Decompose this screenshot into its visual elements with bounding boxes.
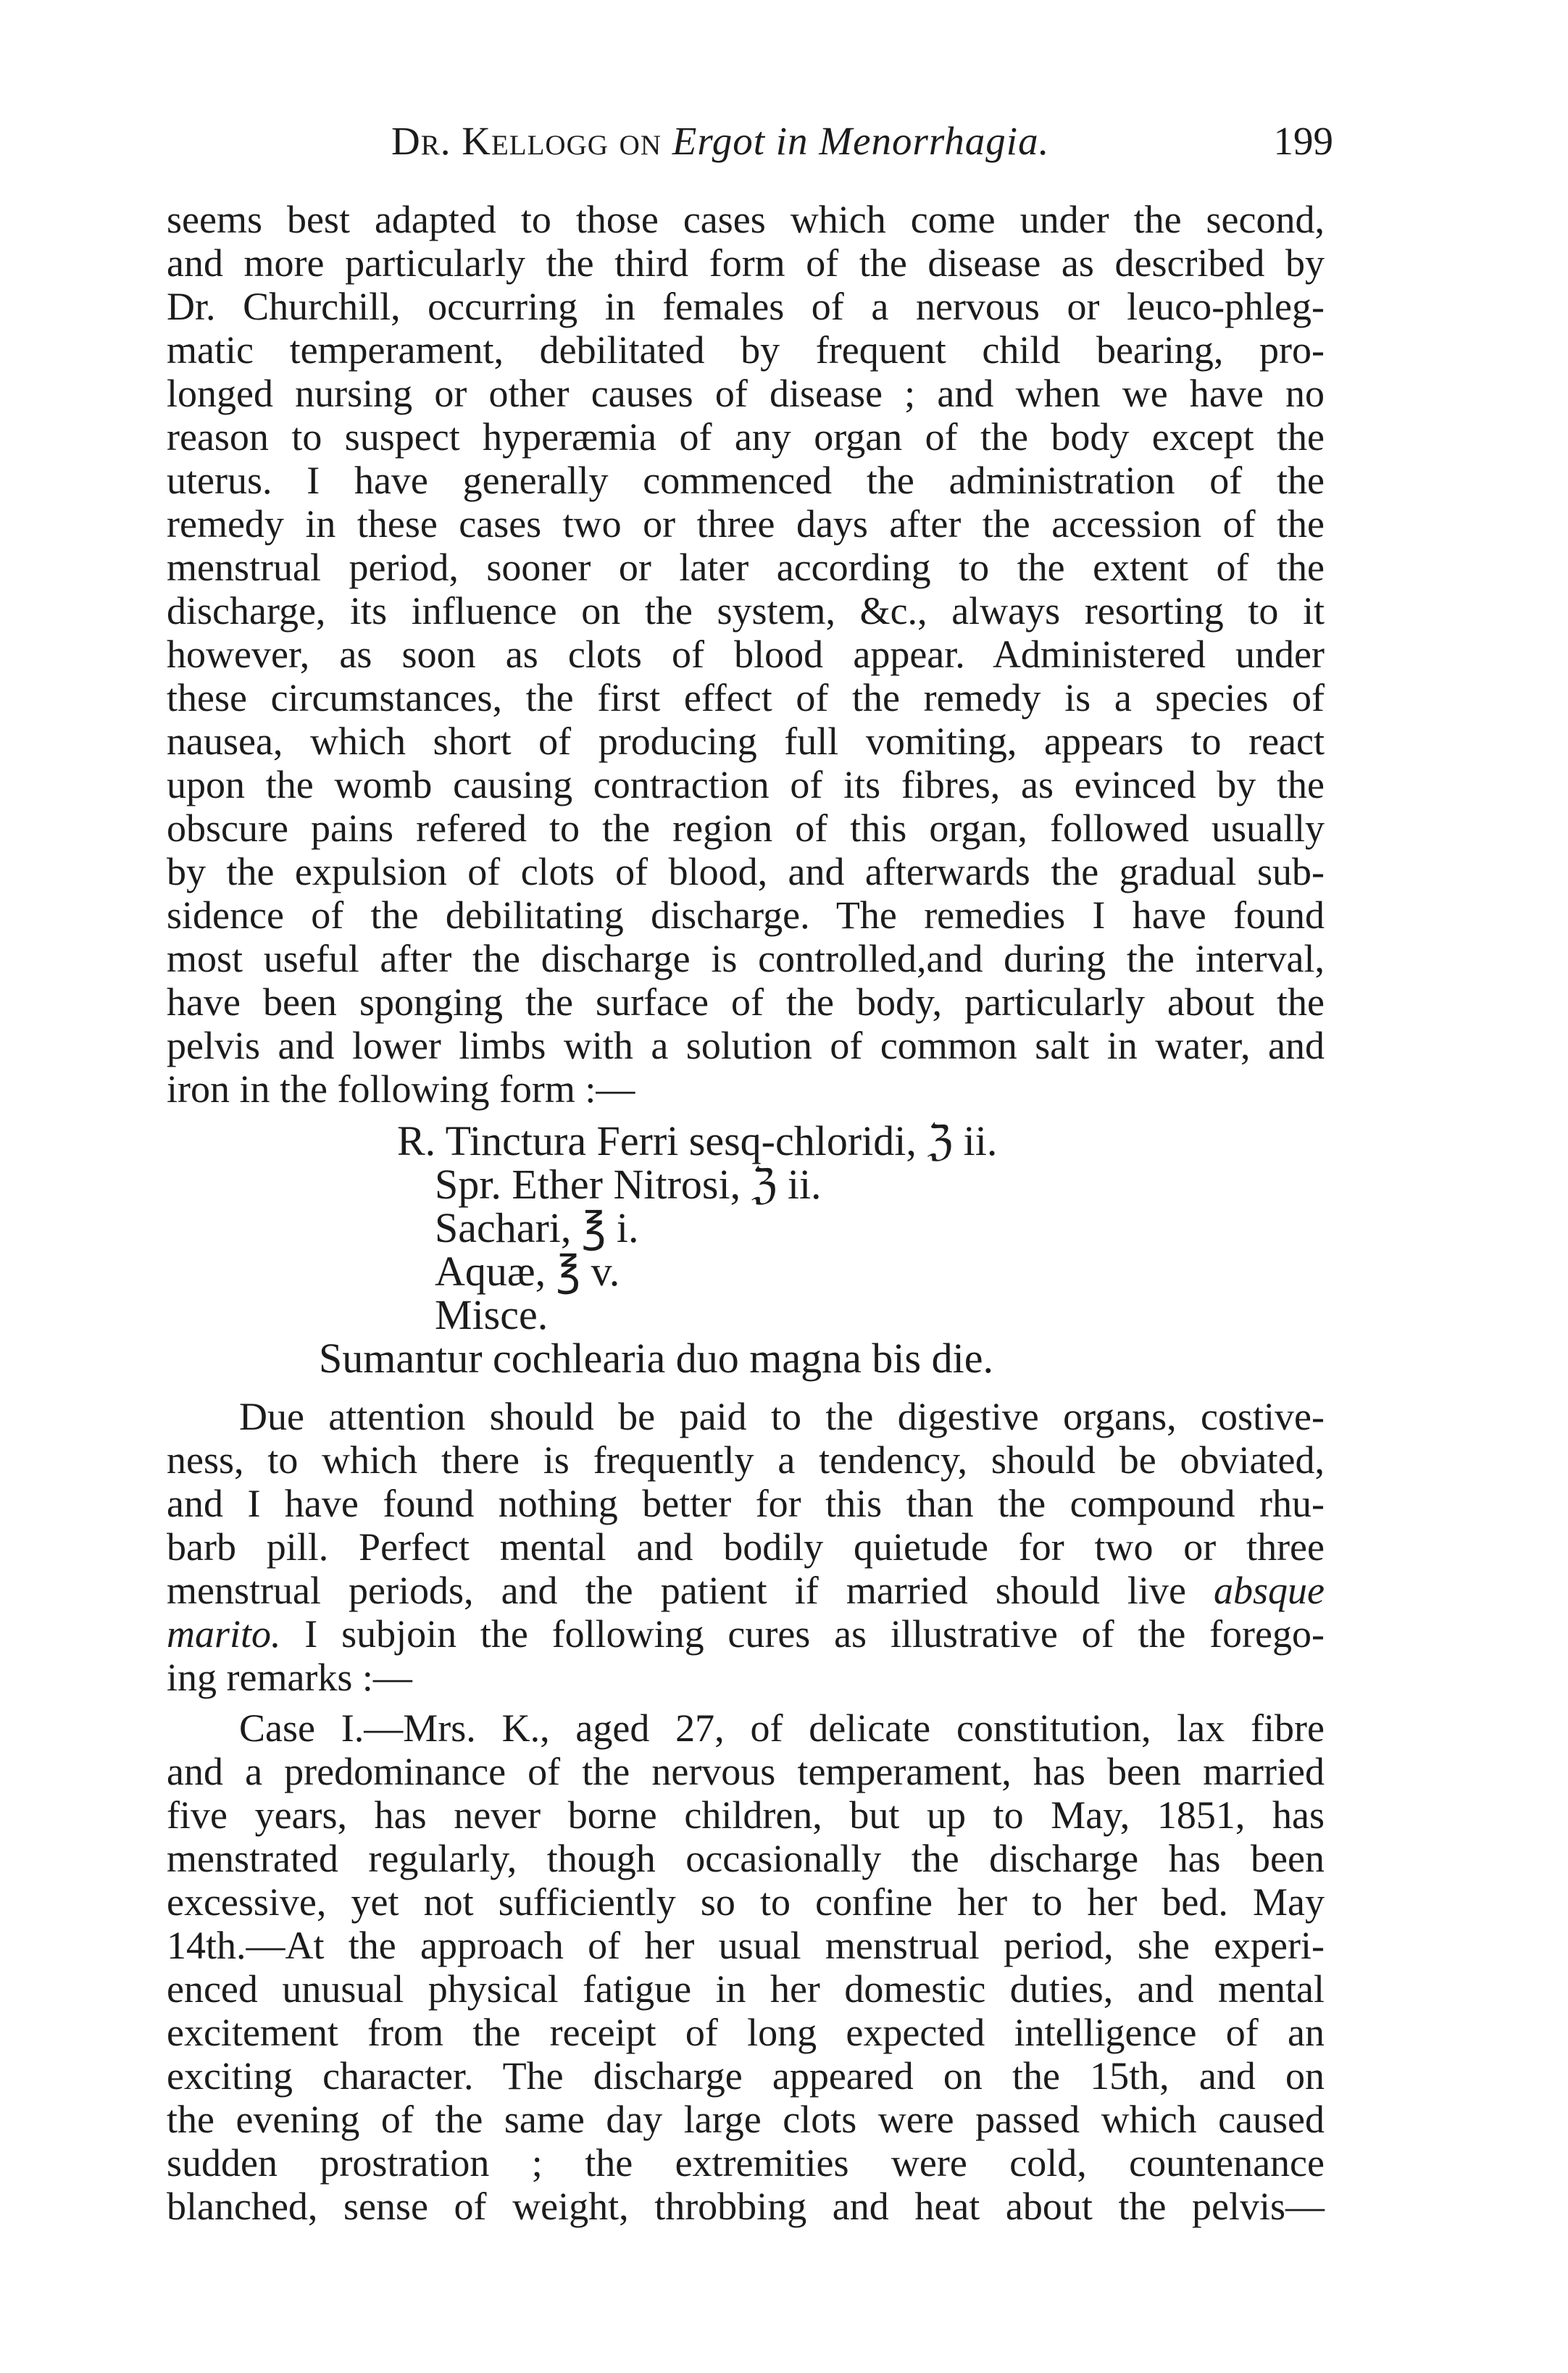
running-head-subject: Ergot in Menorrhagia. [672, 119, 1050, 163]
prescription-line: R. Tinctura Ferri sesq-chloridi, ℨ ii. [397, 1117, 998, 1164]
prescription-line: Aquæ, ℥ v. [435, 1248, 620, 1295]
text-line: excessive, yet not sufficiently so to confine her to her bed. May [167, 1880, 1325, 1924]
running-head-author: Dr. Kellogg on [391, 119, 662, 163]
text-line: these circumstances, the first effect of the remedy is a species of [167, 676, 1325, 720]
text-line: Case I.—Mrs. K., aged 27, of delicate constitution, lax fibre [239, 1706, 1325, 1750]
text-line: reason to suspect hyperæmia of any organ of the body except the [167, 415, 1325, 459]
prescription-line: Misce. [435, 1291, 549, 1338]
text-line: matic temperament, debilitated by frequent child bearing, pro- [167, 328, 1325, 372]
text-line: and I have found nothing better for this than the compound rhu- [167, 1482, 1325, 1525]
text-line: most useful after the discharge is controlled,and during the interval, [167, 937, 1325, 980]
prescription-line: Sachari, ℥ i. [435, 1204, 639, 1251]
text-line: barb pill. Perfect mental and bodily quietude for two or three [167, 1525, 1325, 1569]
text-line: menstrual period, sooner or later according to the extent of the [167, 546, 1325, 589]
text-line: iron in the following form :— [167, 1067, 635, 1111]
text-line: sudden prostration ; the extremities were cold, countenance [167, 2141, 1325, 2185]
text-line: menstrated regularly, though occasionally the discharge has been [167, 1837, 1325, 1880]
text-line: five years, has never borne children, but up to May, 1851, has [167, 1793, 1325, 1837]
text-line: 14th.—At the approach of her usual menstrual period, she experi- [167, 1924, 1325, 1967]
page-number: 199 [1273, 119, 1333, 163]
italic-term: absque [1214, 1569, 1325, 1612]
text-line: blanched, sense of weight, throbbing and heat about the pelvis— [167, 2185, 1325, 2228]
text-span: menstrual periods, and the patient if married should live [167, 1569, 1186, 1612]
text-line: Dr. Churchill, occurring in females of a nervous or leuco-phleg- [167, 285, 1325, 328]
italic-term: marito. [167, 1612, 281, 1656]
text-line: sidence of the debilitating discharge. The remedies I have found [167, 893, 1325, 937]
running-header [391, 116, 1333, 167]
text-line: enced unusual physical fatigue in her domestic duties, and mental [167, 1967, 1325, 2011]
text-span: I subjoin the following cures as illustrative of the forego- [280, 1612, 1325, 1656]
text-line: uterus. I have generally commenced the administration of the [167, 459, 1325, 502]
text-line: ing remarks :— [167, 1656, 412, 1699]
text-line: longed nursing or other causes of disease ; and when we have no [167, 372, 1325, 415]
text-line: and more particularly the third form of the disease as described by [167, 241, 1325, 285]
text-line: upon the womb causing contraction of its fibres, as evinced by the [167, 763, 1325, 806]
text-line: exciting character. The discharge appeared on the 15th, and on [167, 2054, 1325, 2098]
text-line: seems best adapted to those cases which come under the second, [167, 198, 1325, 241]
text-line: however, as soon as clots of blood appear. Administered under [167, 633, 1325, 676]
text-line: by the expulsion of clots of blood, and afterwards the gradual sub- [167, 850, 1325, 893]
text-line: discharge, its influence on the system, &c., always resorting to it [167, 589, 1325, 633]
text-line: obscure pains refered to the region of this organ, followed usually [167, 806, 1325, 850]
prescription-line: Spr. Ether Nitrosi, ℨ ii. [435, 1161, 822, 1208]
text-line: the evening of the same day large clots were passed which caused [167, 2098, 1325, 2141]
text-line: remedy in these cases two or three days after the accession of the [167, 502, 1325, 546]
text-line: excitement from the receipt of long expected intelligence of an [167, 2011, 1325, 2054]
text-line: pelvis and lower limbs with a solution of common salt in water, and [167, 1024, 1325, 1067]
running-head-title [391, 116, 1049, 167]
text-line: nausea, which short of producing full vomiting, appears to react [167, 720, 1325, 763]
text-line: and a predominance of the nervous temperament, has been married [167, 1750, 1325, 1793]
text-line: Due attention should be paid to the digestive organs, costive- [239, 1395, 1325, 1438]
text-line: ness, to which there is frequently a tendency, should be obviated, [167, 1438, 1325, 1482]
prescription-directions: Sumantur cochlearia duo magna bis die. [319, 1335, 993, 1382]
text-line: have been sponging the surface of the body, particularly about the [167, 980, 1325, 1024]
